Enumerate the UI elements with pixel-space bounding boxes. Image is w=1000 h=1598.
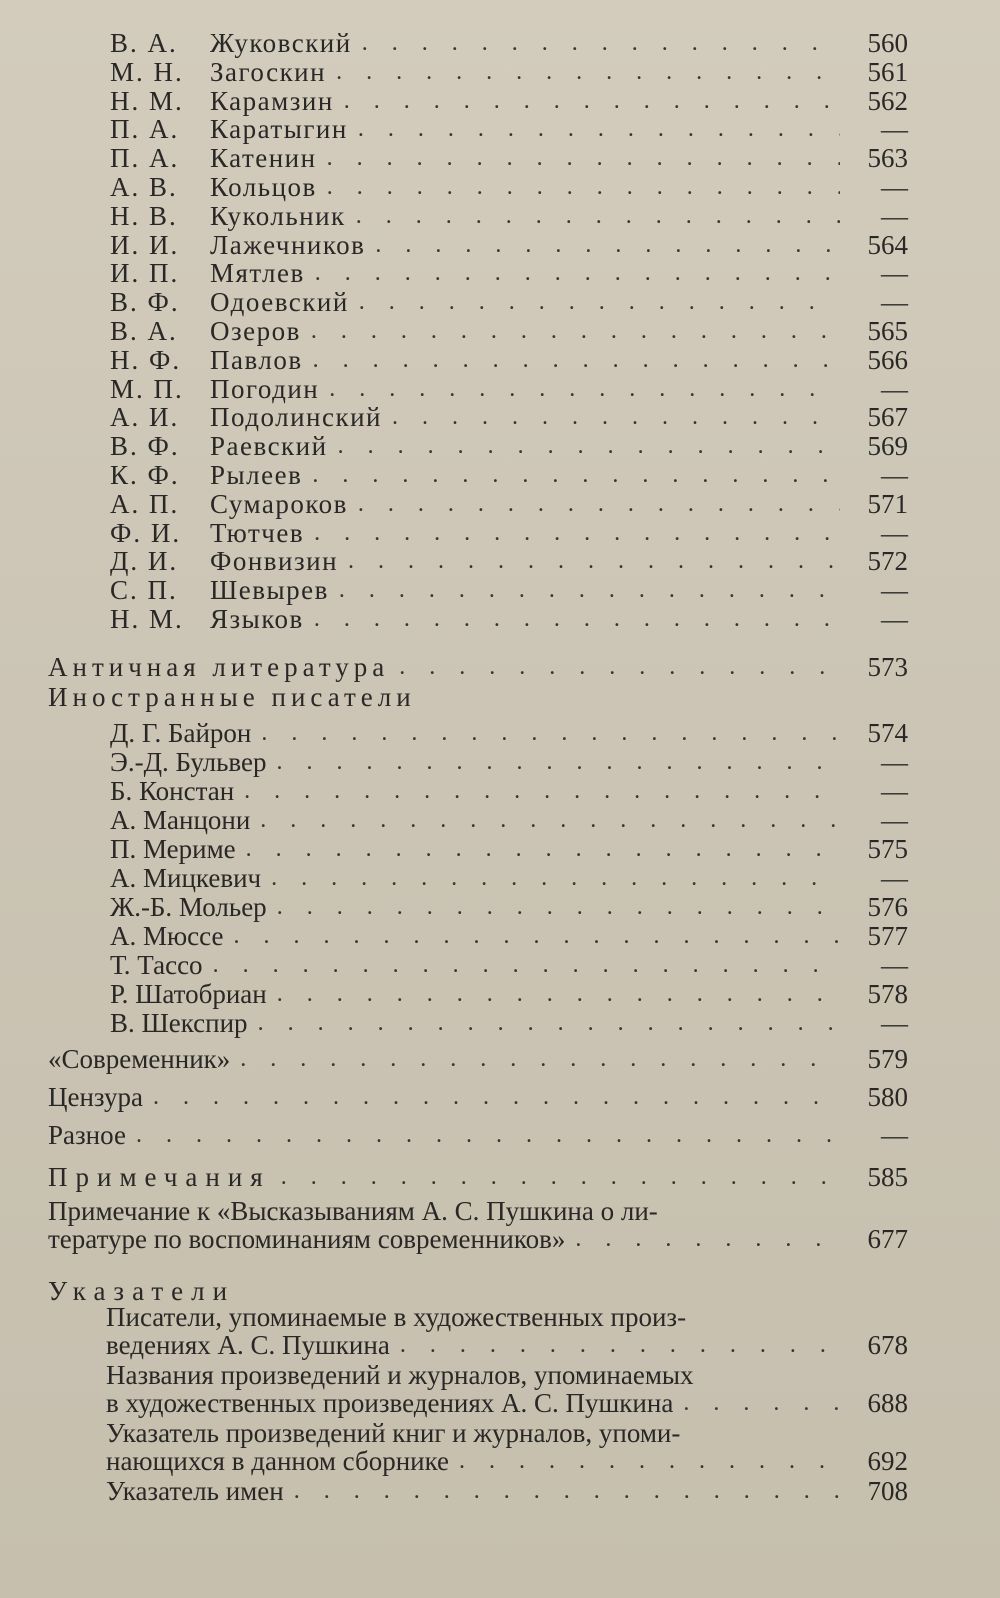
page-number: — xyxy=(881,460,908,490)
dot-leader xyxy=(294,1476,840,1506)
toc-entry-foreign-writer xyxy=(110,776,908,806)
dot-leader xyxy=(314,604,840,634)
writer-name: Кукольник xyxy=(210,200,346,231)
dot-leader xyxy=(315,258,840,288)
writer-initials: П. А. xyxy=(110,114,180,145)
toc-entry-russian-writer xyxy=(110,57,908,87)
dot-leader xyxy=(344,86,840,116)
toc-entry-russian-writer xyxy=(110,546,908,576)
page-number: — xyxy=(881,575,908,606)
entry-label: нающихся в данном сборнике xyxy=(106,1446,450,1476)
writer-initials: В. А. xyxy=(110,28,178,58)
toc-entry-foreign-writer xyxy=(110,892,908,922)
toc-entry-russian-writer xyxy=(110,86,908,116)
index-entry-line1: Указатель произведений книг и журналов, упоми- xyxy=(106,1418,681,1448)
writer-name: Рылеев xyxy=(210,460,303,490)
dot-leader xyxy=(375,230,840,260)
dot-leader xyxy=(153,1082,840,1112)
toc-entry-russian-writer xyxy=(110,258,908,288)
dot-leader xyxy=(336,57,840,87)
dot-leader xyxy=(258,1008,840,1038)
toc-entry-misc xyxy=(48,1044,908,1074)
writer-name: Катенин xyxy=(210,143,317,174)
page-number: 560 xyxy=(867,28,908,58)
dot-leader xyxy=(459,1446,840,1476)
entry-label: Р. Шатобриан xyxy=(110,979,267,1009)
dot-leader xyxy=(277,892,840,922)
dot-leader xyxy=(240,1044,840,1074)
entry-label: ведениях А. С. Пушкина xyxy=(106,1330,390,1360)
toc-entry-russian-writer xyxy=(110,460,908,490)
toc-entry-index xyxy=(106,1476,908,1506)
page-number: 692 xyxy=(867,1446,908,1476)
page-number: 567 xyxy=(867,402,908,433)
toc-entry-russian-writer xyxy=(110,230,908,260)
page-number: — xyxy=(881,776,908,806)
toc-entry-foreign-writer xyxy=(110,1008,908,1038)
toc-entry-index xyxy=(106,1388,908,1418)
page-number: 578 xyxy=(867,979,908,1009)
toc-entry-russian-writer xyxy=(110,518,908,548)
toc-entry-russian-writer xyxy=(110,316,908,346)
writer-name: Фонвизин xyxy=(210,546,339,577)
entry-label: в художественных произведениях А. С. Пушкина xyxy=(106,1388,674,1418)
page-number: 566 xyxy=(867,344,908,375)
writer-initials: Н. М. xyxy=(110,604,184,634)
page-number: 569 xyxy=(867,431,908,462)
page-number: 688 xyxy=(867,1388,908,1418)
entry-label: «Современник» xyxy=(48,1044,231,1074)
toc-entry-russian-writer xyxy=(110,489,908,519)
page-number: 678 xyxy=(867,1330,908,1360)
dot-leader xyxy=(575,1224,840,1254)
dot-leader xyxy=(213,950,840,980)
toc-entry-russian-writer xyxy=(110,575,908,605)
toc-entry-russian-writer xyxy=(110,287,908,317)
page-number: 571 xyxy=(867,488,908,519)
page-number: 574 xyxy=(867,718,908,748)
entry-label: Э.-Д. Бульвер xyxy=(110,747,267,777)
toc-entry-russian-writer xyxy=(110,28,908,58)
toc-entry-foreign-writer xyxy=(110,921,908,951)
toc-entry-misc xyxy=(48,1082,908,1112)
toc-entry-foreign-writer xyxy=(110,950,908,980)
dot-leader xyxy=(136,1120,840,1150)
page-number: 575 xyxy=(867,834,908,864)
page-number: 585 xyxy=(867,1162,908,1192)
dot-leader xyxy=(339,575,840,605)
writer-name: Тютчев xyxy=(210,517,305,548)
writer-name: Шевырев xyxy=(210,575,329,606)
dot-leader xyxy=(327,143,840,173)
page-number: 565 xyxy=(867,316,908,346)
page-number: — xyxy=(881,805,908,835)
writer-initials: А. П. xyxy=(110,488,180,519)
writer-name: Озеров xyxy=(210,316,301,346)
index-entry-line1: Писатели, упоминаемые в художественных произ- xyxy=(106,1302,687,1332)
dot-leader xyxy=(244,776,840,806)
writer-name: Одоевский xyxy=(210,287,349,318)
dot-leader xyxy=(400,1330,840,1360)
dot-leader xyxy=(338,431,840,461)
entry-label: Ж.-Б. Мольер xyxy=(110,892,267,922)
page-number: 577 xyxy=(867,921,908,951)
dot-leader xyxy=(261,718,840,748)
page-number: — xyxy=(881,200,908,231)
toc-entry-foreign-writer xyxy=(110,834,908,864)
writer-name: Подолинский xyxy=(210,402,382,433)
toc-entry-russian-writer xyxy=(110,431,908,461)
note-pushkin-line1: Примечание к «Высказываниям А. С. Пушкина о ли- xyxy=(48,1196,658,1226)
toc-entry-index xyxy=(106,1330,908,1360)
page-number: 576 xyxy=(867,892,908,922)
writer-name: Павлов xyxy=(210,344,303,375)
dot-leader xyxy=(683,1388,840,1418)
entry-label: А. Мицкевич xyxy=(110,863,262,893)
writer-name: Лажечников xyxy=(210,229,366,260)
writer-initials: Н. Ф. xyxy=(110,344,182,375)
indexes-heading: Указатели xyxy=(48,1276,236,1306)
page-number: 564 xyxy=(867,229,908,260)
entry-label: В. Шекспир xyxy=(110,1008,248,1038)
writer-initials: К. Ф. xyxy=(110,460,180,490)
dot-leader xyxy=(312,460,840,490)
writer-name: Карамзин xyxy=(210,85,334,116)
writer-initials: В. Ф. xyxy=(110,431,180,462)
index-entry-line1: Названия произведений и журналов, упоминаемых xyxy=(106,1360,694,1390)
entry-label: Разное xyxy=(48,1120,126,1150)
toc-entry-misc xyxy=(48,1120,908,1150)
page-number: 561 xyxy=(867,56,908,87)
toc-entry-note-pushkin xyxy=(48,1224,908,1254)
dot-leader xyxy=(271,863,840,893)
dot-leader xyxy=(399,652,840,682)
toc-entry-russian-writer xyxy=(110,114,908,144)
page-number: — xyxy=(881,373,908,404)
writer-initials: А. И. xyxy=(110,402,180,433)
writer-initials: Ф. И. xyxy=(110,517,182,548)
page-number: 579 xyxy=(867,1044,908,1074)
writer-initials: М. Н. xyxy=(110,56,184,87)
dot-leader xyxy=(233,921,840,951)
toc-entry-foreign-writer xyxy=(110,718,908,748)
page-number: — xyxy=(881,172,908,202)
writer-initials: В. А. xyxy=(110,316,178,346)
writer-initials: И. И. xyxy=(110,229,180,260)
page-number: 562 xyxy=(867,85,908,116)
dot-leader xyxy=(314,518,840,548)
toc-entry-foreign-writer xyxy=(110,979,908,1009)
dot-leader xyxy=(311,316,840,346)
page-number: — xyxy=(881,287,908,318)
page-number: — xyxy=(881,517,908,548)
dot-leader xyxy=(359,287,840,317)
page-number: — xyxy=(881,950,908,980)
toc-entry-russian-writer xyxy=(110,201,908,231)
entry-label: П. Мериме xyxy=(110,834,236,864)
toc-entry-russian-writer xyxy=(110,604,908,634)
writer-initials: П. А. xyxy=(110,143,180,174)
page-number: 708 xyxy=(867,1476,908,1506)
writer-name: Загоскин xyxy=(210,56,327,87)
page-number: — xyxy=(881,863,908,893)
toc-entry-antique xyxy=(48,652,908,682)
entry-label: тературе по воспоминаниям современников» xyxy=(48,1224,566,1254)
page-number: 573 xyxy=(867,652,908,682)
entry-label: Указатель имен xyxy=(106,1476,284,1506)
entry-label: Б. Констан xyxy=(110,776,235,806)
writer-initials: Н. В. xyxy=(110,200,178,231)
toc-entry-notes xyxy=(48,1162,908,1192)
toc-entry-russian-writer xyxy=(110,143,908,173)
dot-leader xyxy=(358,114,840,144)
dot-leader xyxy=(362,28,840,58)
dot-leader xyxy=(246,834,840,864)
toc-entry-russian-writer xyxy=(110,402,908,432)
writer-name: Раевский xyxy=(210,431,328,462)
dot-leader xyxy=(358,489,840,519)
entry-label: Т. Тассо xyxy=(110,950,203,980)
writer-name: Мятлев xyxy=(210,258,305,289)
writer-name: Кольцов xyxy=(210,172,317,202)
toc-entry-foreign-writer xyxy=(110,863,908,893)
page-number: — xyxy=(881,747,908,777)
writer-name: Каратыгин xyxy=(210,114,348,145)
page-number: — xyxy=(881,1120,908,1150)
entry-label: Примечания xyxy=(48,1162,271,1192)
writer-name: Жуковский xyxy=(210,28,352,58)
dot-leader xyxy=(329,374,840,404)
writer-initials: И. П. xyxy=(110,258,180,289)
page-number: — xyxy=(881,604,908,634)
writer-name: Сумароков xyxy=(210,488,348,519)
dot-leader xyxy=(392,402,840,432)
page-number: 580 xyxy=(867,1082,908,1112)
dot-leader xyxy=(281,1162,840,1192)
page-number: — xyxy=(881,1008,908,1038)
dot-leader xyxy=(260,805,840,835)
entry-label: Цензура xyxy=(48,1082,144,1112)
page-number: — xyxy=(881,258,908,289)
writer-name: Языков xyxy=(210,604,304,634)
toc-entry-russian-writer xyxy=(110,172,908,202)
writer-name: Погодин xyxy=(210,373,320,404)
dot-leader xyxy=(327,172,840,202)
writer-initials: А. В. xyxy=(110,172,178,202)
page-number: — xyxy=(881,114,908,145)
page-number: 563 xyxy=(867,143,908,174)
toc-entry-russian-writer xyxy=(110,374,908,404)
dot-leader xyxy=(348,546,840,576)
page-number: 677 xyxy=(867,1224,908,1254)
dot-leader xyxy=(277,979,840,1009)
toc-entry-foreign-writer xyxy=(110,805,908,835)
toc-entry-russian-writer xyxy=(110,345,908,375)
writer-initials: Д. И. xyxy=(110,546,179,577)
dot-leader xyxy=(277,747,841,777)
entry-label: А. Мюссе xyxy=(110,921,224,951)
page-number: 572 xyxy=(867,546,908,577)
writer-initials: М. П. xyxy=(110,373,184,404)
writer-initials: С. П. xyxy=(110,575,178,606)
entry-label: Д. Г. Байрон xyxy=(110,718,252,748)
entry-label: А. Манцони xyxy=(110,805,251,835)
toc-entry-index xyxy=(106,1446,908,1476)
entry-label: Античная литература xyxy=(48,652,390,682)
dot-leader xyxy=(356,201,840,231)
writer-initials: Н. М. xyxy=(110,85,184,116)
toc-entry-foreign-writer xyxy=(110,747,908,777)
writer-initials: В. Ф. xyxy=(110,287,180,318)
dot-leader xyxy=(313,345,840,375)
foreign-writers-heading: Иностранные писатели xyxy=(48,682,416,712)
